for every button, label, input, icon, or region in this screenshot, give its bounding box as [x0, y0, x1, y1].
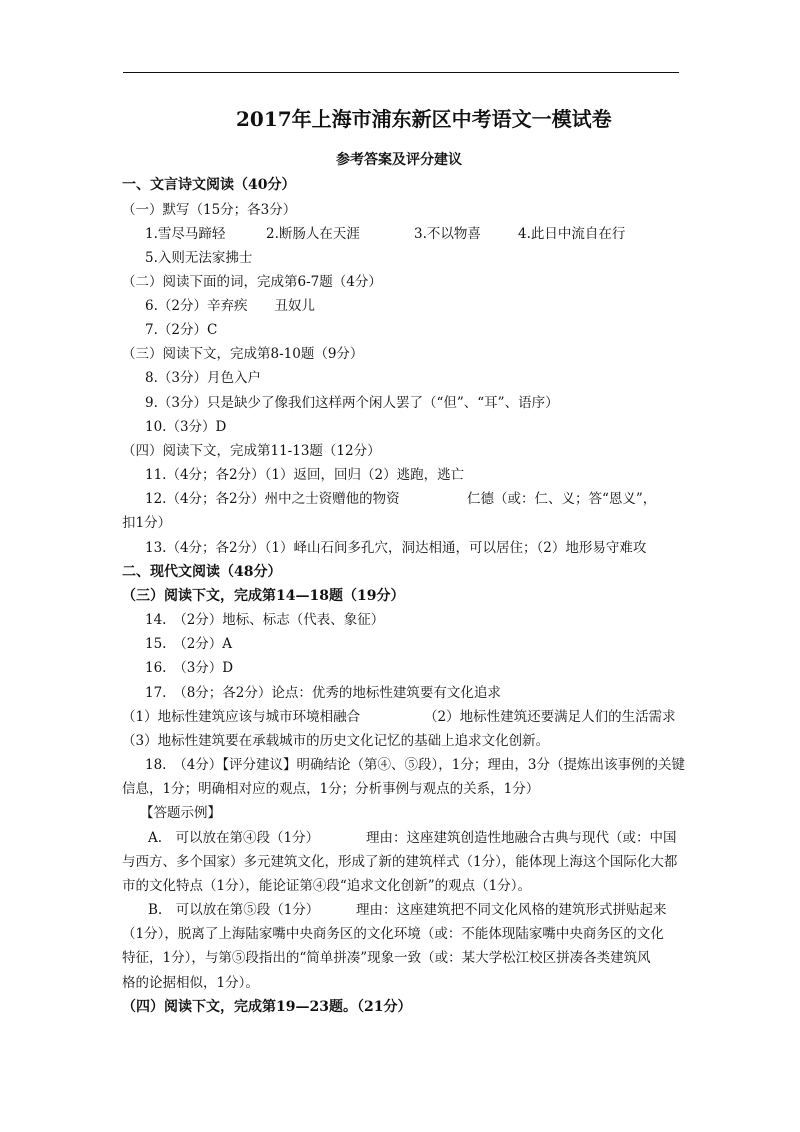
answer-12: 12.（4分；各2分）州中之士资赠他的物资 — [145, 491, 400, 507]
example-a-placement: A. 可以放在第④段（1分） — [148, 830, 320, 846]
answer-17: 17. （8分；各2分）论点：优秀的地标性建筑要有文化追求 — [145, 685, 501, 701]
answer-5: 5.入则无法家拂士 — [145, 250, 253, 266]
example-a-line-3: 市的文化特点（1分），能论证第④段“追求文化创新”的观点（1分）。 — [122, 878, 531, 894]
answer-18: 18. （4分）【评分建议】明确结论（第④、⑤段），1分；理由，3分（提炼出该事例的关键 — [145, 757, 685, 773]
answer-3: 3.不以物喜 — [414, 226, 481, 242]
part-heading-1: （一）默写（15分；各3分） — [122, 202, 297, 218]
example-b-line-2: （1分），脱离了上海陆家嘴中央商务区的文化环境（或：不能体现陆家嘴中央商务区的文化 — [122, 926, 664, 942]
answer-13: 13.（4分；各2分）（1）峄山石间多孔穴，洞达相通，可以居住；（2）地形易守难攻 — [145, 540, 647, 556]
page-subtitle: 参考答案及评分建议 — [336, 152, 462, 168]
part-heading-6: （四）阅读下文，完成第19—23题。（21分） — [122, 999, 412, 1015]
answer-4: 4.此日中流自在行 — [518, 226, 626, 242]
part-heading-3: （三）阅读下文，完成第8-10题（9分） — [122, 346, 364, 362]
answer-8: 8.（3分）月色入户 — [145, 370, 261, 386]
part-heading-5: （三）阅读下文，完成第14—18题（19分） — [122, 588, 405, 604]
answer-10: 10.（3分）D — [145, 419, 227, 435]
page-title: 2017年上海市浦东新区中考语文一模试卷 — [236, 107, 612, 131]
answer-12-note: 仁德（或：仁、义；答“恩义”， — [467, 491, 657, 507]
answer-15: 15. （2分）A — [145, 636, 233, 652]
answer-6: 6.（2分）辛弃疾 丑奴儿 — [145, 298, 315, 314]
answer-11: 11.（4分；各2分）（1）返回，回归（2）逃跑，逃亡 — [145, 467, 465, 483]
answer-17-point-2: （2）地标性建筑还要满足人们的生活需求 — [424, 709, 676, 725]
example-b-line-4: 格的论据相似，1分）。 — [122, 975, 259, 991]
answer-18-continued: 信息，1分；明确相对应的观点，1分；分析事例与观点的关系，1分） — [122, 781, 540, 797]
answer-16: 16. （3分）D — [145, 660, 234, 676]
example-heading: 【答题示例】 — [140, 805, 221, 821]
example-a-line-2: 与西方、多个国家）多元建筑文化，形成了新的建筑样式（1分），能体现上海这个国际化大都 — [122, 854, 678, 870]
section-heading-2: 二、现代文阅读（48分） — [122, 564, 282, 580]
example-a-reason: 理由：这座建筑创造性地融合古典与现代（或：中国 — [366, 830, 677, 846]
part-heading-2: （二）阅读下面的词，完成第6-7题（4分） — [122, 274, 382, 290]
answer-12-continued: 扣1分） — [122, 515, 172, 531]
example-b-line-3: 特征，1分），与第⑤段指出的“简单拼凑”现象一致（或：某大学松江校区拼凑各类建筑风 — [122, 950, 651, 966]
answer-1: 1.雪尽马蹄轻 — [145, 226, 226, 242]
section-heading-1: 一、文言诗文阅读（40分） — [122, 177, 296, 193]
example-b-placement: B. 可以放在第⑤段（1分） — [148, 902, 320, 918]
answer-17-point-3: （3）地标性建筑要在承载城市的历史文化记忆的基础上追求文化创新。 — [122, 733, 550, 749]
part-heading-4: （四）阅读下文，完成第11-13题（12分） — [122, 443, 381, 459]
answer-9: 9.（3分）只是缺少了像我们这样两个闲人罢了（“但”、“耳”、语序） — [145, 395, 559, 411]
answer-14: 14. （2分）地标、标志（代表、象征） — [145, 612, 385, 628]
answer-7: 7.（2分）C — [145, 322, 218, 338]
top-rule — [123, 72, 679, 73]
answer-17-point-1: （1）地标性建筑应该与城市环境相融合 — [122, 709, 361, 725]
example-b-reason: 理由：这座建筑把不同文化风格的建筑形式拼贴起来 — [356, 902, 667, 918]
answer-2: 2.断肠人在天涯 — [266, 226, 360, 242]
